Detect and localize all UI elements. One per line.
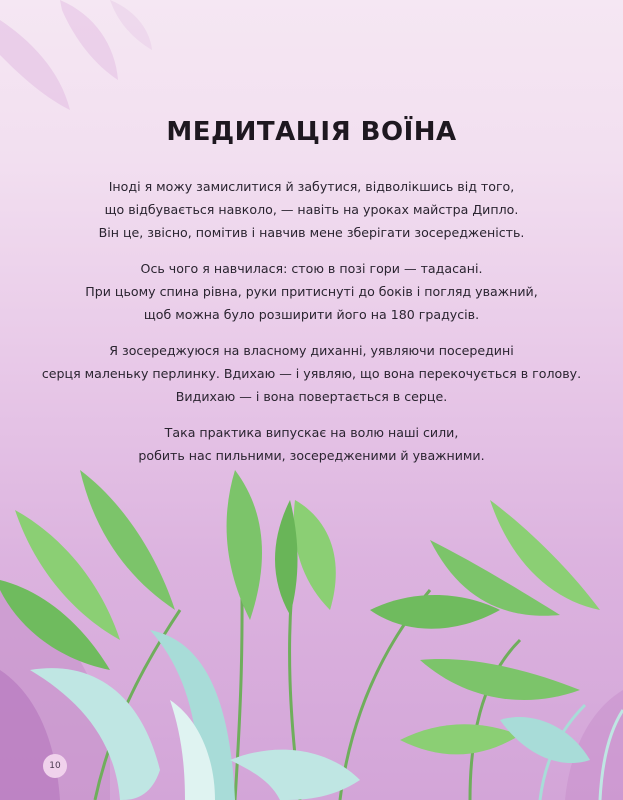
top-leaf-small xyxy=(110,0,152,50)
text-line: серця маленьку перлинку. Вдихаю — і уявляю, що вона перекочується в голову. xyxy=(41,366,582,381)
text-line: Він це, звісно, помітив і навчив мене зберігати зосередженість. xyxy=(98,225,525,240)
page-title: МЕДИТАЦІЯ ВОЇНА xyxy=(166,117,457,147)
text-line: Ось чого я навчилася: стою в позі гори — тадасані. xyxy=(140,261,483,276)
teal-leaf xyxy=(500,717,590,763)
text-line: Іноді я можу замислитися й забутися, відволікшись від того, xyxy=(108,179,515,194)
text-line: щоб можна було розширити його на 180 градусів. xyxy=(143,307,480,322)
top-leaf-center xyxy=(60,0,118,80)
green-leaf xyxy=(227,470,262,620)
text-line: Я зосереджуюся на власному диханні, уявляючи посередині xyxy=(109,343,514,358)
page-number: 10 xyxy=(43,754,67,778)
text-line: Видихаю — і вона повертається в серце. xyxy=(175,389,448,404)
green-leaf xyxy=(294,500,336,610)
body-text xyxy=(40,175,583,480)
text-line: Така практика випускає на волю наші сили, xyxy=(164,425,459,440)
green-leaf xyxy=(400,724,520,754)
plants-illustration xyxy=(0,440,623,800)
green-leaf xyxy=(370,595,500,629)
paragraph-3 xyxy=(40,339,583,408)
text-line: що відбувається навколо, — навіть на уроках майстра Дипло. xyxy=(104,202,519,217)
top-leaf-left xyxy=(0,20,70,110)
text-line: При цьому спина рівна, руки притиснуті до боків і погляд уважний, xyxy=(85,284,538,299)
text-line: робить нас пильними, зосередженими й уважними. xyxy=(138,448,485,463)
paragraph-1 xyxy=(40,175,583,244)
paragraph-2 xyxy=(40,257,583,326)
